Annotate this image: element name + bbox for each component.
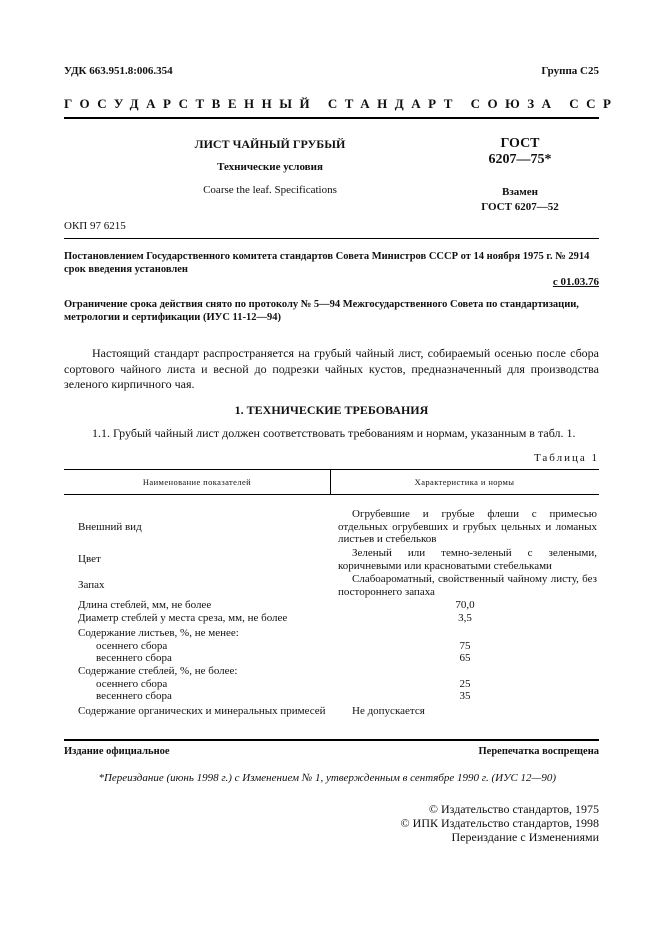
reissue-note: *Переиздание (июнь 1998 г.) с Изменением № 1, утвержденным в сентябре 1990 г. (ИУС 12—90)	[98, 772, 556, 784]
table-row-name: Цвет	[78, 553, 101, 565]
english-title: Coarse the leaf. Specifications	[203, 184, 337, 196]
group-code: Группа С25	[541, 65, 599, 77]
table-row-value: 35	[459, 690, 471, 702]
table-row-name: Содержание листьев, %, не менее:	[78, 627, 239, 639]
table-header-col1: Наименование показателей	[142, 477, 252, 487]
table-row-name: весеннего сбора	[96, 652, 172, 664]
table-row-name: Запах	[78, 579, 105, 591]
replaces-label: Взамен	[502, 186, 538, 198]
table-header-rule	[64, 494, 599, 495]
table-top-rule	[64, 469, 599, 470]
effective-date: с 01.03.76	[552, 276, 599, 288]
state-standard-banner: ГОСУДАРСТВЕННЫЙ СТАНДАРТ СОЮЗА ССР	[64, 96, 619, 111]
intro-paragraph: Настоящий стандарт распространяется на грубый чайный лист, собираемый осенью после сбора сортового чайного листа и весной до подрезки чайных кустов, предназначенный для производства зеленого кирпичного чая.	[64, 346, 599, 391]
table-row-name: весеннего сбора	[96, 690, 172, 702]
clause-1-1: 1.1. Грубый чайный лист должен соответствовать требованиям и нормам, указанным в табл. 1.	[92, 426, 576, 440]
reprint-prohibited: Перепечатка воспрещена	[478, 746, 599, 757]
header-rule	[64, 117, 599, 119]
table-row-value: Слабоароматный, свойственный чайному листу, без постороннего запаха	[338, 573, 597, 598]
table-row-name: Длина стеблей, мм, не более	[78, 599, 212, 611]
copyright-1998: © ИПК Издательство стандартов, 1998	[400, 816, 599, 830]
table-label: Таблица 1	[533, 452, 599, 464]
table-row-name: Внешний вид	[78, 521, 142, 533]
table-row-name: Диаметр стеблей у места среза, мм, не более	[78, 612, 288, 624]
gost-label: ГОСТ	[500, 136, 540, 151]
table-row-value: 70,0	[455, 599, 475, 611]
decree-text: Постановлением Государственного комитета стандартов Совета Министров СССР от 14 ноября 1975 г. № 2914 срок введения установлен	[64, 251, 590, 275]
document-subtitle: Технические условия	[217, 161, 323, 173]
document-title: ЛИСТ ЧАЙНЫЙ ГРУБЫЙ	[194, 137, 346, 151]
table-row-value: Зеленый или темно-зеленый с зелеными, коричневыми или красноватыми стебельками	[338, 547, 597, 572]
table-header-col2: Характеристика и нормы	[414, 477, 515, 487]
table-row-name: осеннего сбора	[96, 640, 168, 652]
gost-number: 6207—75*	[488, 152, 552, 167]
table-row-name: осеннего сбора	[96, 678, 168, 690]
table-row-name: Содержание стеблей, %, не более:	[78, 665, 238, 677]
table-row-value: 25	[459, 678, 471, 690]
title-rule	[64, 238, 599, 239]
table-row-value: 3,5	[458, 612, 472, 624]
okp-code: ОКП 97 6215	[64, 220, 126, 232]
table-row-value: Не допускается	[352, 705, 425, 717]
udk-code: УДК 663.951.8:006.354	[64, 65, 173, 77]
section-heading: 1. ТЕХНИЧЕСКИЕ ТРЕБОВАНИЯ	[234, 403, 429, 417]
limitation-note: Ограничение срока действия снято по протоколу № 5—94 Межгосударственного Совета по стандартизации, метрологии и сертификации (ИУС 11-12—94)	[64, 299, 579, 323]
footer-rule	[64, 739, 599, 741]
copyright-1975: © Издательство стандартов, 1975	[428, 802, 599, 816]
reissue-with-changes: Переиздание с Изменениями	[451, 830, 599, 844]
official-edition: Издание официальное	[64, 746, 170, 757]
table-row-value: 75	[459, 640, 471, 652]
replaces-standard: ГОСТ 6207—52	[481, 201, 559, 213]
table-row-value: 65	[459, 652, 471, 664]
table-row-value: Огрубевшие и грубые флеши с примесью отдельных огрубевших и грубых цельных и ломаных листьев и стебельков	[338, 508, 597, 545]
table-row-name: Содержание органических и минеральных примесей	[78, 705, 326, 717]
